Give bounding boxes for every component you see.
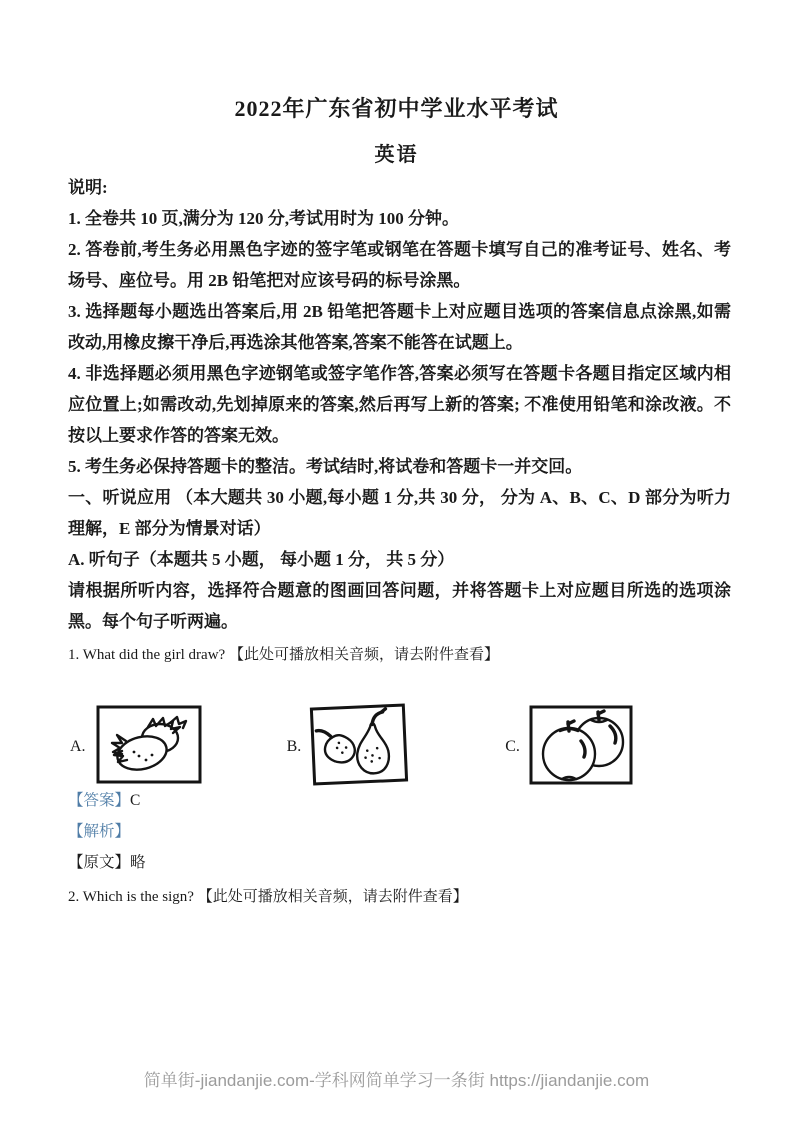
notice-item-2: 2. 答卷前,考生务必用黑色字迹的签字笔或钢笔在答题卡填写自己的准考证号、姓名、考场号、座位号。用 2B 铅笔把对应该号码的标号涂黑。 <box>68 240 731 290</box>
part-a-heading: A. 听句子（本题共 5 小题， 每小题 1 分， 共 5 分） <box>68 550 455 569</box>
question-1 <box>68 645 731 665</box>
strawberries-icon <box>96 705 202 785</box>
subject-title: 英语 <box>374 144 419 166</box>
watermark-footer: 简单街-jiandanjie.com-学科网简单学习一条街 https://jiandanjie.com <box>143 1071 650 1090</box>
pears-drawing <box>309 702 409 793</box>
question-2-audio-note: 【此处可播放相关音频，请去附件查看】 <box>197 889 468 905</box>
answer-label: 【答案】 <box>68 792 131 809</box>
question-1-text: 1. What did the girl draw? <box>68 647 226 663</box>
option-a-label: A. <box>70 738 86 755</box>
transcript-row <box>68 852 731 874</box>
notice-item-1: 1. 全卷共 10 页,满分为 120 分,考试用时为 100 分钟。 <box>68 209 459 228</box>
notice-item-5: 5. 考生务必保持答题卡的整洁。考试结时,将试卷和答题卡一并交回。 <box>68 457 583 476</box>
analysis-row <box>68 821 731 843</box>
question-1-options <box>0 703 793 791</box>
answer-value: C <box>130 792 141 809</box>
answer-row <box>68 790 731 812</box>
analysis-label: 【解析】 <box>68 823 131 840</box>
exam-notice <box>68 172 731 637</box>
page-title: 2022年广东省初中学业水平考试 <box>234 96 559 121</box>
question-2-text: 2. Which is the sign? <box>68 889 194 905</box>
option-c-label: C. <box>505 738 520 755</box>
section-one-heading: 一、听说应用 （本大题共 30 小题,每小题 1 分,共 30 分， 分为 A、B、C、D 部分为听力理解，E 部分为情景对话） <box>68 488 731 538</box>
question-2 <box>68 887 731 907</box>
transcript-value: 略 <box>130 854 146 871</box>
question-1-audio-note: 【此处可播放相关音频，请去附件查看】 <box>228 647 499 663</box>
part-a-instruction: 请根据所听内容，选择符合题意的图画回答问题，并将答题卡上对应题目所选的选项涂黑。每个句子听两遍。 <box>68 581 731 631</box>
apples-icon <box>529 705 633 785</box>
notice-item-3: 3. 选择题每小题选出答案后,用 2B 铅笔把答题卡上对应题目选项的答案信息点涂黑,如需改动,用橡皮擦干净后,再选涂其他答案,答案不能答在试题上。 <box>68 302 731 352</box>
transcript-label: 【原文】 <box>68 854 131 871</box>
notice-heading: 说明: <box>68 178 108 197</box>
pears-icon <box>309 702 409 788</box>
apples-drawing <box>529 705 633 790</box>
option-b-label: B. <box>286 738 302 755</box>
strawberries-drawing <box>96 705 202 790</box>
notice-item-4: 4. 非选择题必须用黑色字迹钢笔或签字笔作答,答案必须写在答题卡各题目指定区域内相应位置上;如需改动,先划掉原来的答案,然后再写上新的答案; 不准使用铅笔和涂改液。不按以上要求作答的答案无效。 <box>68 364 731 445</box>
